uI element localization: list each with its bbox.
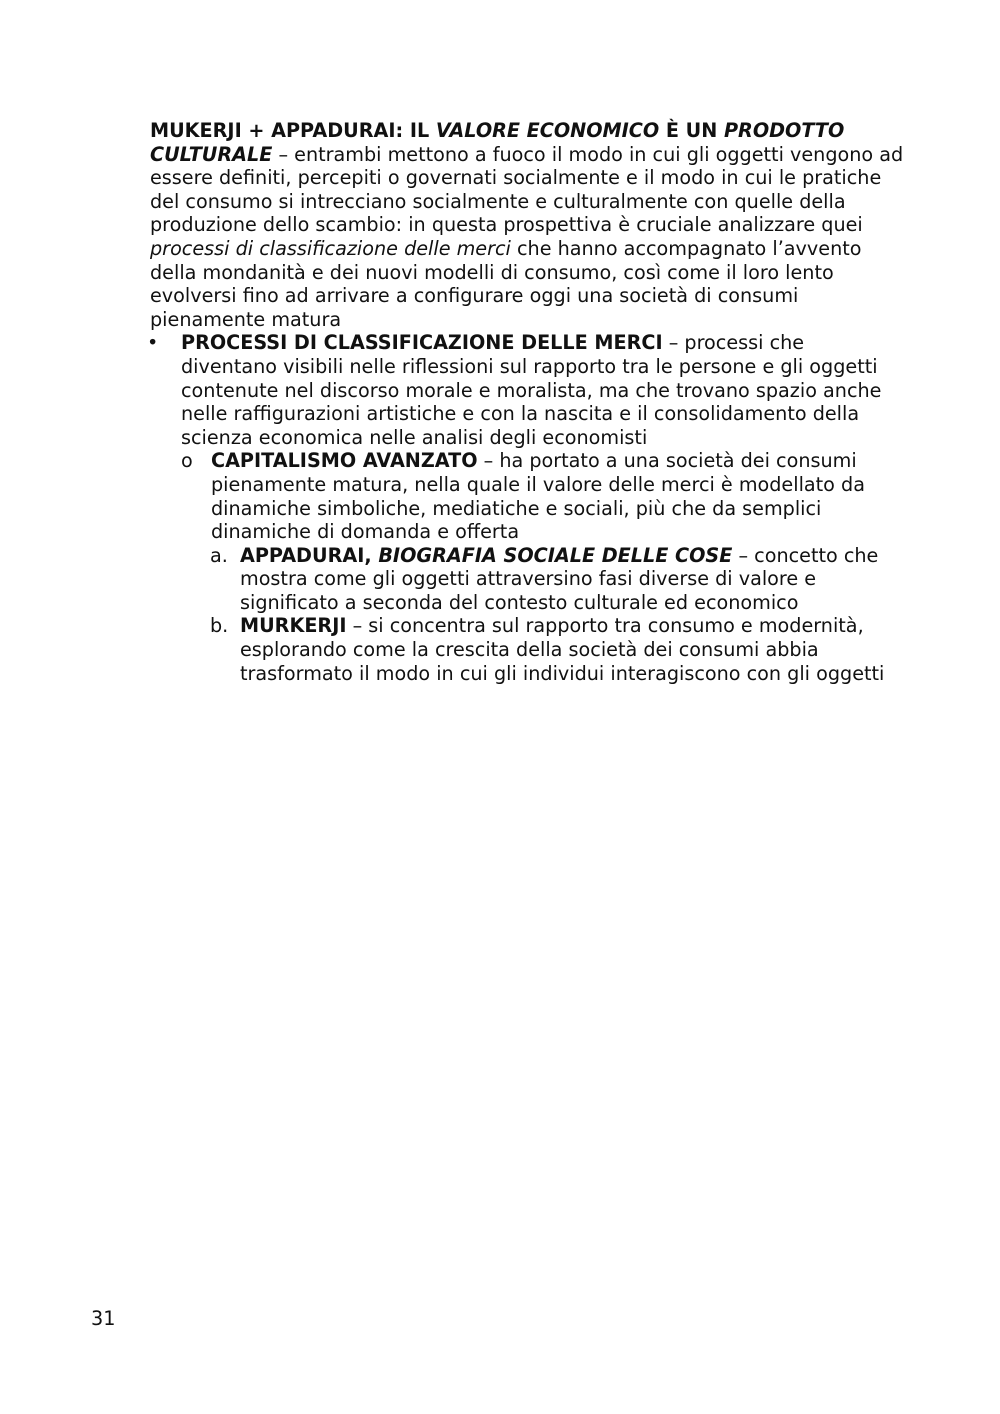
list-item-a-text: – concetto che mostra come gli oggetti attraversino fasi diverse di valore e significato a seconda del contesto culturale ed economico (240, 543, 879, 614)
list-item-b-text: – si concentra sul rapporto tra consumo e modernità, esplorando come la crescita della società dei consumi abbia trasformato il modo in cui gli individui interagiscono con gli oggetti (240, 614, 885, 685)
intro-text-1: – entrambi mettono a fuoco il modo in cui gli oggetti vengono ad essere definiti, percepiti o governati socialmente e il modo in cui le pratiche del consumo si intrecciano socialmente e culturalmente con quelle della produzione dello scambio: in questa prospettiva è cruciale analizzare quei (150, 142, 904, 237)
intro-paragraph (150, 119, 905, 331)
intro-heading-part-2: È UN (659, 119, 724, 142)
list-marker-b: b. (210, 614, 229, 638)
bullet-item (147, 331, 905, 449)
list-marker-a: a. (210, 543, 228, 567)
sub-bullet-title: CAPITALISMO AVANZATO (211, 449, 478, 473)
bullet-text: – processi che diventano visibili nelle riflessioni sul rapporto tra le persone e gli oggetti contenute nel discorso morale e moralista, ma che trovano spazio anche nelle raffigurazioni artistiche e con la nascita e il consolidamento della scienza economica nelle analisi degli economisti (181, 331, 882, 449)
intro-heading-part-1: MUKERJI + APPADURAI: IL (150, 119, 436, 142)
list-item-b (150, 614, 905, 685)
list-item-a (150, 544, 905, 615)
intro-heading-italic-1: VALORE ECONOMICO (435, 119, 660, 142)
sub-bullet-item (150, 449, 905, 543)
page-content (147, 119, 905, 685)
intro-heading-italic-2: PRODOTTO CULTURALE (150, 119, 845, 166)
sub-bullet-text: – ha portato a una società dei consumi pienamente matura, nella quale il valore delle merci è modellato da dinamiche simboliche, mediatiche e sociali, più che da semplici dinamiche di domanda e offerta (211, 449, 865, 544)
page-number: 31 (91, 1307, 116, 1330)
bullet-marker: • (147, 331, 159, 355)
bullet-title: PROCESSI DI CLASSIFICAZIONE DELLE MERCI (181, 331, 663, 355)
sub-bullet-marker: o (181, 449, 193, 473)
intro-text-italic: processi di classificazione delle merci (150, 236, 511, 260)
list-item-a-title: APPADURAI, (240, 543, 379, 567)
list-item-b-title: MURKERJI (240, 614, 347, 638)
list-item-a-title-italic: BIOGRAFIA SOCIALE DELLE COSE (378, 543, 733, 567)
intro-text-2: che hanno accompagnato l’avvento della mondanità e dei nuovi modelli di consumo, così come il loro lento evolversi fino ad arrivare a configurare oggi una società di consumi pienamente matura (150, 236, 862, 331)
